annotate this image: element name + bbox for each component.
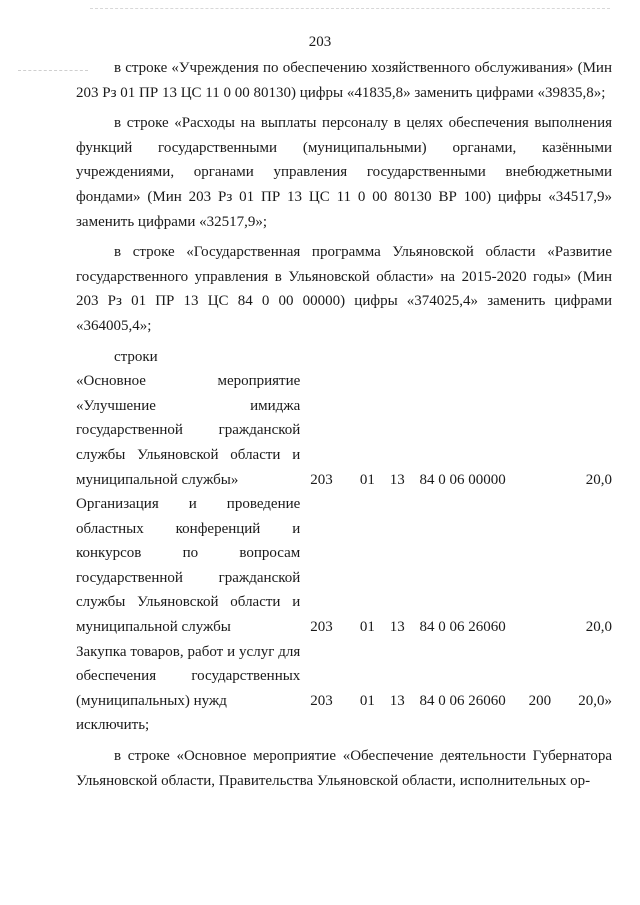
row-subsection-code: 13 [389, 471, 405, 488]
row-target-code: 84 0 06 26060 [419, 619, 506, 636]
row-admin-code: 203 [310, 471, 333, 488]
row-target-code: 84 0 06 26060 [419, 692, 506, 709]
budget-table [76, 369, 612, 713]
document-body [76, 56, 612, 793]
table-row [76, 640, 612, 714]
row-amount: 20,0 [585, 471, 613, 488]
paragraph-3: в строке «Государственная программа Ульяновской области «Развитие государственного управления в Ульяновской области» на 2015-2020 годы» (Мин 203 Рз 01 ПР 13 ЦС 84 0 00 00000) цифры «374025,4» заменить цифрами «364005,4»; [76, 244, 612, 334]
row-subsection-code: 13 [389, 619, 405, 636]
row-name: Организация и проведение областных конференций и конкурсов по вопросам государственной гражданской службы Ульяновской области и муниципальной службы [76, 496, 301, 636]
table-row [76, 492, 612, 640]
row-expense-type: 200 [528, 692, 552, 709]
paragraph-2: в строке «Расходы на выплаты персоналу в целях обеспечения выполнения функций государственными (муниципальными) органами, казёнными учреждениями, органами управления государственными внебюджетными фондами» (Мин 203 Рз 01 ПР 13 ЦС 11 0 00 80130 ВР 100) цифры «34517,9» заменить цифрами «32517,9»; [76, 115, 612, 230]
table-row [76, 369, 612, 492]
row-name: Закупка товаров, работ и услуг для обеспечения государственных (муниципальных) нужд [76, 643, 301, 709]
scan-artifact-top [90, 8, 610, 11]
row-subsection-code: 13 [389, 692, 405, 709]
page-number: 203 [308, 34, 332, 50]
row-amount: 20,0» [578, 692, 613, 709]
row-name: «Основное мероприятие «Улучшение имиджа государственной гражданской службы Ульяновской области и муниципальной службы» [76, 373, 301, 488]
row-amount: 20,0 [585, 619, 613, 636]
exclude-instruction: исключить; [76, 717, 150, 734]
row-admin-code: 203 [310, 619, 333, 636]
row-section-code: 01 [359, 692, 375, 709]
rows-label: строки [114, 348, 158, 365]
row-target-code: 84 0 06 00000 [419, 471, 506, 488]
row-section-code: 01 [359, 619, 375, 636]
paragraph-1: в строке «Учреждения по обеспечению хозяйственного обслуживания» (Мин 203 Рз 01 ПР 13 ЦС 11 0 00 80130) цифры «41835,8» заменить цифрами «39835,8»; [76, 60, 612, 101]
row-admin-code: 203 [310, 692, 333, 709]
row-section-code: 01 [359, 471, 375, 488]
final-paragraph: в строке «Основное мероприятие «Обеспечение деятельности Губернатора Ульяновской области, Правительства Ульяновской области, исполнительных ор- [76, 748, 612, 789]
